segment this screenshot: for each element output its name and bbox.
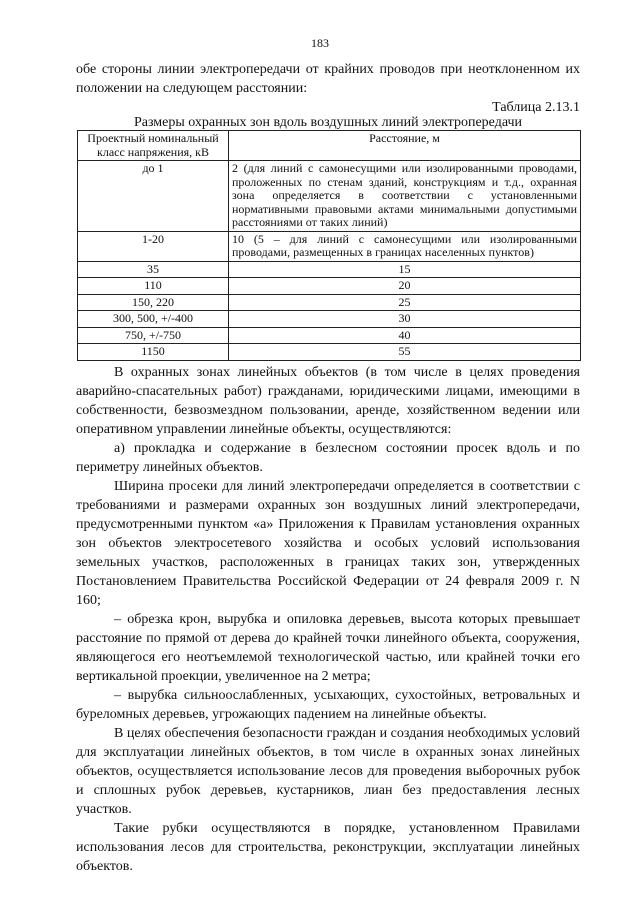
paragraph: В охранных зонах линейных объектов (в том числе в целях проведения аварийно-спасательных работ) гражданами, юридическими лицами, имеющими в собственности, безвозмездном пользовании, аренде, хозяйственном ведении или оперативном управлении линейные объекты, осуществляются: xyxy=(76,365,580,437)
distance-cell: 20 xyxy=(229,278,581,295)
distance-cell: 2 (для линий с самонесущими или изолированными проводами, проложенных по стенам зданий, конструкциям и т.д., охранная зона определяется в соответствии с установленными нормативными правовыми актами минимальными допустимыми расстояниями от таких линий) xyxy=(229,161,581,232)
intro-paragraph: обе стороны линии электропередачи от крайних проводов при неотклоненном их положении на следующем расстоянии: xyxy=(76,62,580,96)
voltage-cell: 1150 xyxy=(78,344,229,361)
table-number: Таблица 2.13.1 xyxy=(492,100,580,115)
table-caption: Размеры охранных зон вдоль воздушных линий электропередачи xyxy=(133,115,523,130)
table-row xyxy=(78,311,581,328)
voltage-cell: до 1 xyxy=(78,161,229,232)
table-row xyxy=(78,327,581,344)
distance-cell: 25 xyxy=(229,294,581,311)
header-voltage: Проектный номинальный класс напряжения, кВ xyxy=(78,131,229,161)
paragraph: Ширина просеки для линий электропередачи определяется в соответствии с требованиями и размерами охранных зон воздушных линий электропередачи, предусмотренными пунктом «а» Приложения к Правилам установления охранных зон объектов электросетевого хозяйства и особых условий использования земельных участков, расположенных в границах таких зон, утвержденных Постановлением Правительства Российской Федерации от 24 февраля 2009 г. N 160; xyxy=(76,479,580,608)
page-number: 183 xyxy=(311,36,329,50)
header-distance: Расстояние, м xyxy=(229,131,581,161)
voltage-cell: 150, 220 xyxy=(78,294,229,311)
table-row xyxy=(78,278,581,295)
paragraph: – вырубка сильноослабленных, усыхающих, сухостойных, ветровальных и буреломных деревьев, угрожающих падением на линейные объекты. xyxy=(76,688,580,722)
body-text xyxy=(76,363,580,876)
table-row xyxy=(78,294,581,311)
table-row xyxy=(78,231,581,261)
paragraph: – обрезка крон, вырубка и опиловка деревьев, высота которых превышает расстояние по прямой от дерева до крайней точки линейного объекта, сооружения, являющегося его неотъемлемой технологической частью, или крайней точки его вертикальной проекции, увеличенное на 2 метра; xyxy=(76,612,580,684)
distance-cell: 30 xyxy=(229,311,581,328)
paragraph: а) прокладка и содержание в безлесном состоянии просек вдоль и по периметру линейных объектов. xyxy=(76,441,580,475)
distance-cell: 55 xyxy=(229,344,581,361)
security-zones-table xyxy=(77,130,581,361)
paragraph: В целях обеспечения безопасности граждан и создания необходимых условий для эксплуатации линейных объектов, в том числе в охранных зонах линейных объектов, осуществляется использование лесов для проведения выборочных рубок и сплошных рубок деревьев, кустарников, лиан без предоставления лесных участков. xyxy=(76,726,580,817)
voltage-cell: 110 xyxy=(78,278,229,295)
table-row xyxy=(78,261,581,278)
table-row xyxy=(78,161,581,232)
paragraph: Такие рубки осуществляются в порядке, установленном Правилами использования лесов для строительства, реконструкции, эксплуатации линейных объектов. xyxy=(76,821,580,874)
table-header-row xyxy=(78,131,581,161)
distance-cell: 15 xyxy=(229,261,581,278)
distance-cell: 40 xyxy=(229,327,581,344)
voltage-cell: 750, +/-750 xyxy=(78,327,229,344)
voltage-cell: 300, 500, +/-400 xyxy=(78,311,229,328)
table-row xyxy=(78,344,581,361)
voltage-cell: 35 xyxy=(78,261,229,278)
distance-cell: 10 (5 – для линий с самонесущими или изолированными проводами, размещенных в границах населенных пунктов) xyxy=(229,231,581,261)
voltage-cell: 1-20 xyxy=(78,231,229,261)
